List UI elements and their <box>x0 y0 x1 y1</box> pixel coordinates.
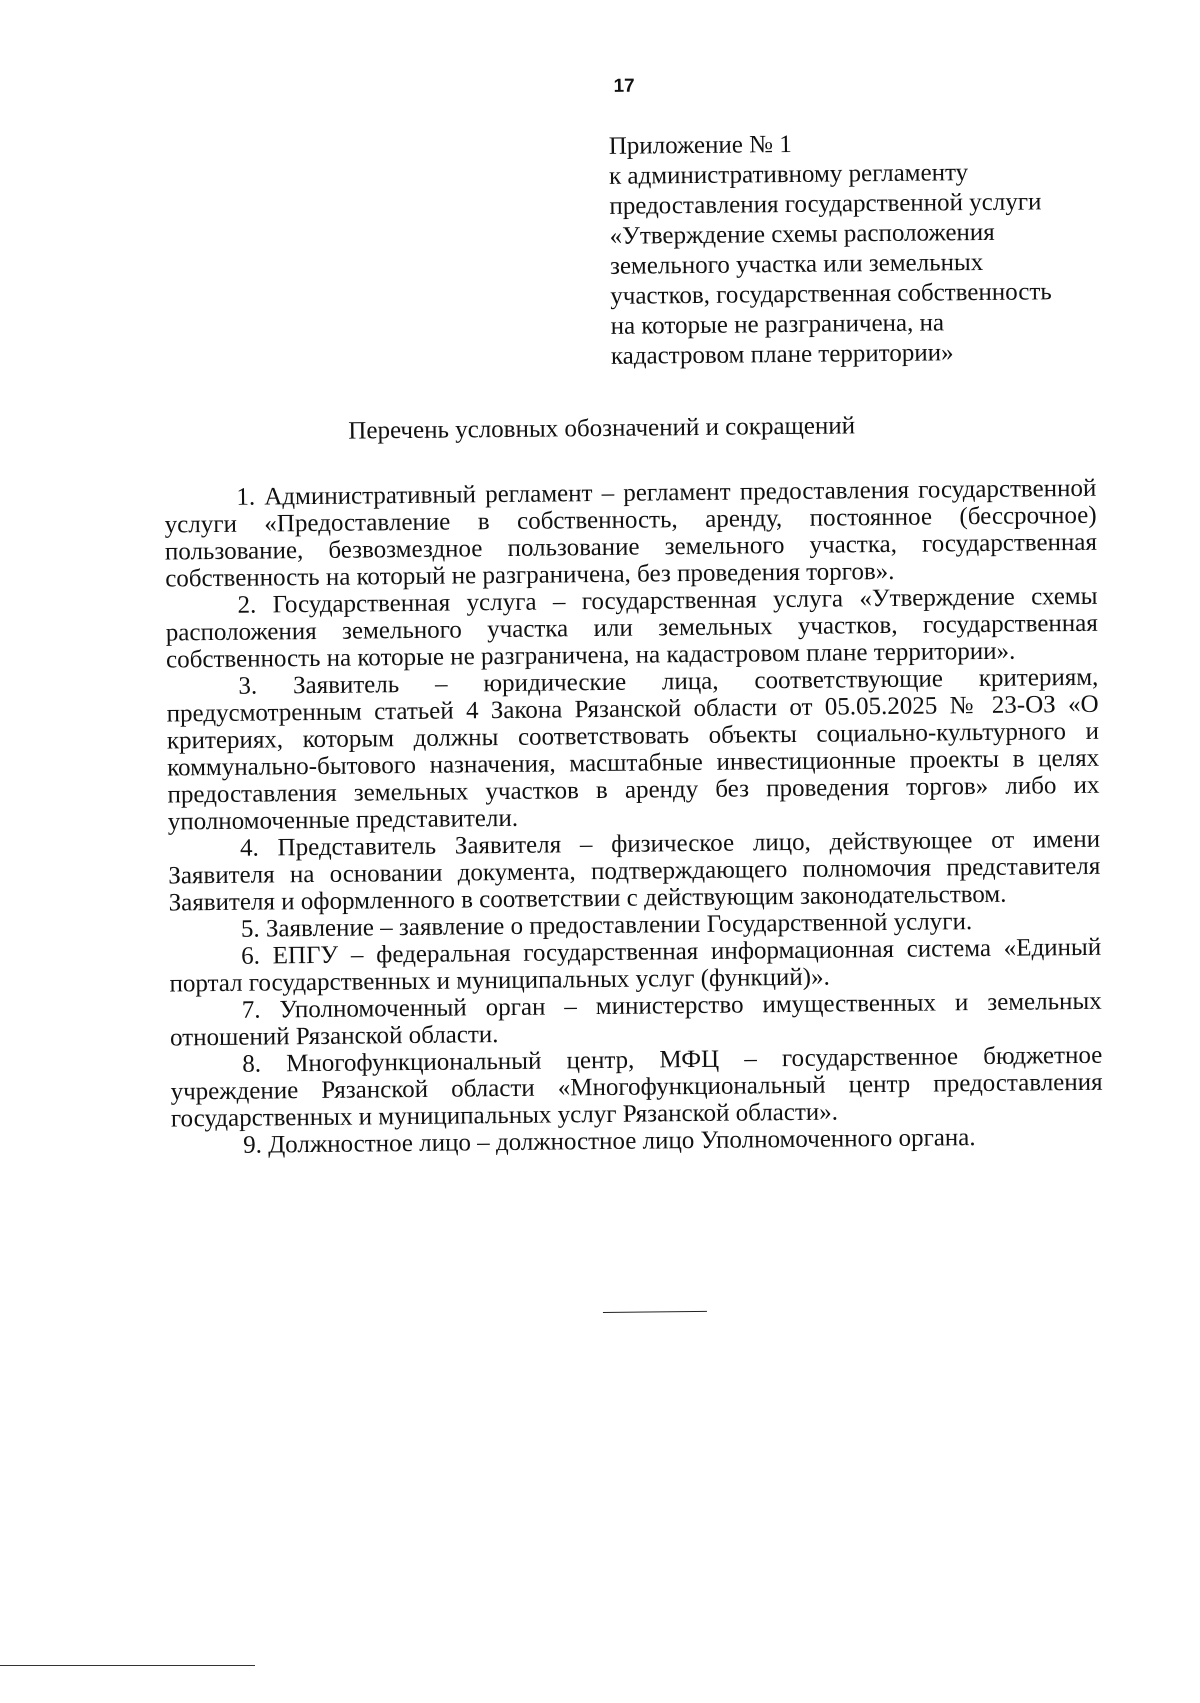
definition-item: 1. Административный регламент – регламент предоставления государственной услуги «Предоставление в собственность, аренду, постоянное (бессрочное) пользование, безвозмездное пользование земельного участка, государственная собственность на который не разграничена, без проведения торгов». <box>164 474 1098 593</box>
appendix-line: на которые не разграничена, на <box>610 309 945 340</box>
page-number: 17 <box>613 75 635 97</box>
appendix-header <box>609 127 1091 372</box>
definition-item: 3. Заявитель – юридические лица, соответствующие критериям, предусмотренным статьей 4 Закона Рязанской области от 05.05.2025 № 23-ОЗ «О критериях, которым должны соответствовать объекты социально-культурного и коммунально-бытового назначения, масштабные инвестиционные проекты в целях предоставления земельных участков в аренду без проведения торгов» либо их уполномоченные представители. <box>166 663 1100 836</box>
appendix-line: кадастровом плане территории» <box>610 339 954 370</box>
appendix-line: земельного участка или земельных <box>609 248 984 280</box>
definition-item: 8. Многофункциональный центр, МФЦ – государственное бюджетное учреждение Рязанской области «Многофункциональный центр предоставления государственных и муниципальных услуг Рязанской области». <box>170 1041 1103 1133</box>
appendix-line: предоставления государственной услуги <box>609 188 1042 220</box>
definition-item: 5. Заявление – заявление о предоставлении Государственной услуги. <box>240 908 973 943</box>
definition-item: 9. Должностное лицо – должностное лицо Уполномоченного органа. <box>243 1124 976 1159</box>
definitions-list <box>164 475 1103 1160</box>
footer-separator-line <box>0 1665 255 1666</box>
definition-item: 7. Уполномоченный орган – министерство имущественных и земельных отношений Рязанской области. <box>169 987 1102 1052</box>
document-title: Перечень условных обозначений и сокращений <box>348 412 856 445</box>
definition-item: 6. ЕПГУ – федеральная государственная информационная система «Единый портал государственных и муниципальных услуг (функций)». <box>169 933 1102 998</box>
definition-item: 4. Представитель Заявителя – физическое лицо, действующее от имени Заявителя на основании документа, подтверждающего полномочия представителя Заявителя и оформленного в соответствии с действующим законодательством. <box>168 825 1101 917</box>
appendix-line: «Утверждение схемы расположения <box>609 218 995 250</box>
appendix-line: Приложение № 1 <box>608 130 792 160</box>
end-separator-line <box>603 1311 707 1313</box>
definition-item: 2. Государственная услуга – государственная услуга «Утверждение схемы расположения земельного участка или земельных участков, государственная собственность на которые не разграничена, на кадастровом плане территории». <box>165 582 1098 674</box>
appendix-line: к административному регламенту <box>608 159 969 190</box>
appendix-line: участков, государственная собственность <box>610 278 1052 310</box>
